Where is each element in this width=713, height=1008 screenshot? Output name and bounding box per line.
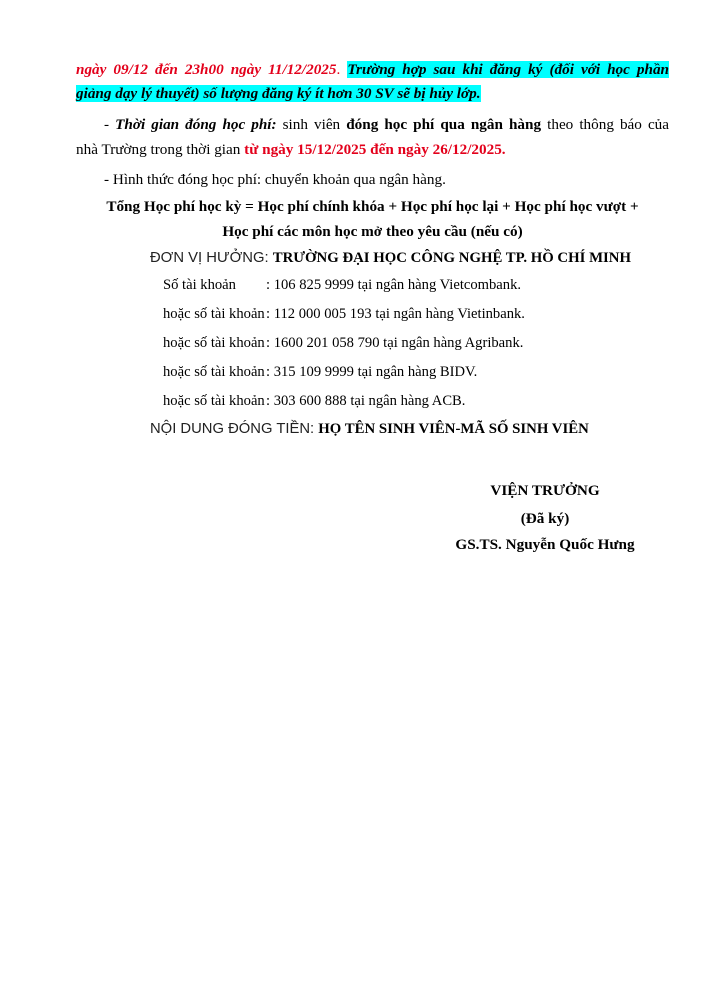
text: sinh viên — [276, 116, 347, 133]
signature-name: GS.TS. Nguyễn Quốc Hưng — [455, 536, 635, 553]
tuition-time-paragraph — [76, 115, 669, 134]
payment-method-text: Hình thức đóng học phí: chuyển khoản qua ngân hàng. — [112, 171, 446, 188]
bullet-dash: - — [104, 116, 110, 133]
registration-paragraph-line2 — [76, 84, 669, 103]
account-label: hoặc số tài khoản — [163, 364, 265, 380]
account-label: hoặc số tài khoản — [163, 335, 265, 351]
tuition-dates: từ ngày 15/12/2025 đến ngày 26/12/2025. — [244, 141, 506, 158]
period: . — [336, 61, 341, 78]
tuition-formula-line1: Tổng Học phí học kỳ = Học phí chính khóa + Học phí học lại + Học phí học vượt + — [106, 198, 639, 215]
account-value: : 1600 201 058 790 tại ngân hàng Agribank. — [266, 335, 524, 351]
tuition-time-line2 — [76, 140, 669, 159]
account-value: : 315 109 9999 tại ngân hàng BIDV. — [266, 364, 478, 380]
text: nhà Trường trong thời gian — [76, 141, 245, 158]
account-row — [163, 334, 523, 353]
signature-signed: (Đã ký) — [520, 510, 570, 527]
account-value: : 303 600 888 tại ngân hàng ACB. — [266, 393, 466, 409]
registration-paragraph — [76, 60, 669, 79]
account-value: : 112 000 005 193 tại ngân hàng Vietinbank. — [266, 306, 525, 322]
tuition-time-label: Thời gian đóng học phí: — [115, 116, 277, 133]
bank-payment-text: đóng học phí qua ngân hàng — [346, 116, 542, 133]
payment-content-line — [150, 420, 589, 439]
account-row — [163, 276, 521, 295]
bullet-dash: - — [104, 171, 110, 188]
beneficiary-line — [150, 249, 631, 268]
account-label: hoặc số tài khoản — [163, 306, 265, 322]
signature-title: VIỆN TRƯỞNG — [490, 482, 600, 499]
cancellation-note-line1: Trường hợp sau khi đăng ký (đối với học phần — [347, 61, 669, 78]
payment-method-paragraph — [76, 170, 669, 189]
beneficiary-label: ĐƠN VỊ HƯỞNG: — [150, 250, 273, 266]
cancellation-note-line2: giảng dạy lý thuyết) số lượng đăng ký ít hơn 30 SV sẽ bị hủy lớp. — [76, 85, 481, 102]
account-row — [163, 305, 525, 324]
tuition-formula-line2: Học phí các môn học mở theo yêu cầu (nếu có) — [222, 223, 523, 240]
registration-deadline: ngày 09/12 đến 23h00 ngày 11/12/2025 — [76, 61, 337, 78]
account-value: : 106 825 9999 tại ngân hàng Vietcombank. — [266, 277, 522, 293]
account-row — [163, 363, 477, 382]
beneficiary-name: TRƯỜNG ĐẠI HỌC CÔNG NGHỆ TP. HỒ CHÍ MINH — [272, 250, 632, 266]
account-label: Số tài khoản — [163, 277, 236, 293]
payment-content-value: HỌ TÊN SINH VIÊN-MÃ SỐ SINH VIÊN — [318, 421, 589, 437]
account-label: hoặc số tài khoản — [163, 393, 265, 409]
text: theo thông báo của — [541, 116, 670, 133]
payment-content-label: NỘI DUNG ĐÓNG TIỀN: — [150, 421, 319, 437]
account-row — [163, 392, 465, 411]
